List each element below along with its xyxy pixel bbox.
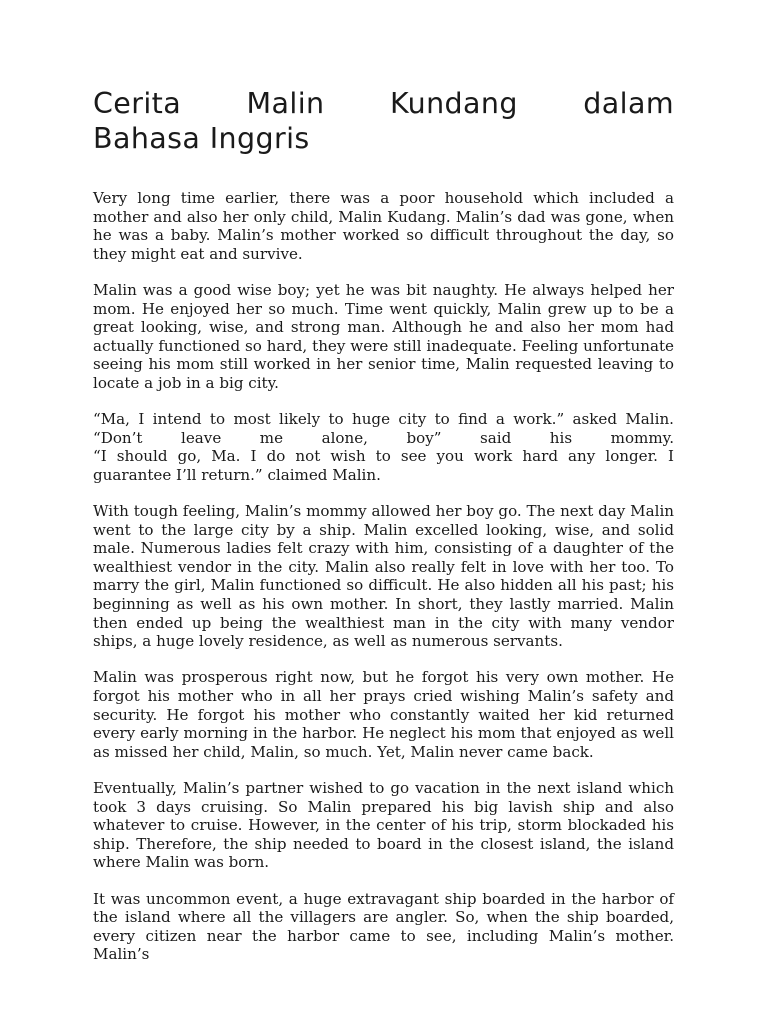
- paragraph-4: With tough feeling, Malin’s mommy allowed her boy go. The next day Malin went to the large city by a ship. Malin excelled looking, wise, and solid male. Numerous ladies felt crazy with him, consisting of a daughter of the wealthiest vendor in the city. Malin also really felt in love with her too. To marry the girl, Malin functioned so difficult. He also hidden all his past; his beginning as well as his own mother. In short, they lastly married. Malin then ended up being the wealthiest man in the city with many vendor ships, a huge lovely residence, as well as numerous servants.: [93, 502, 674, 651]
- paragraph-6: Eventually, Malin’s partner wished to go vacation in the next island which took 3 days cruising. So Malin prepared his big lavish ship and also whatever to cruise. However, in the center of his trip, storm blockaded his ship. Therefore, the ship needed to board in the closest island, the island where Malin was born.: [93, 779, 674, 872]
- document-title-line-2: Bahasa Inggris: [93, 122, 310, 155]
- paragraph-1: Very long time earlier, there was a poor household which included a mother and also her only child, Malin Kudang. Malin’s dad was gone, when he was a baby. Malin’s mother worked so difficult throughout the day, so they might eat and survive.: [93, 189, 674, 263]
- dialogue-paragraph: [93, 410, 674, 484]
- dialogue-line-3: “I should go, Ma. I do not wish to see you work hard any longer. I guarantee I’ll return.” claimed Malin.: [93, 447, 674, 484]
- paragraph-7: It was uncommon event, a huge extravagant ship boarded in the harbor of the island where all the villagers are angler. So, when the ship boarded, every citizen near the harbor came to see, including Malin’s mother. Malin’s: [93, 889, 674, 964]
- document-title: [93, 86, 674, 156]
- paragraph-2: Malin was a good wise boy; yet he was bit naughty. He always helped her mom. He enjoyed her so much. Time went quickly, Malin grew up to be a great looking, wise, and strong man. Although he and also her mom had actually functioned so hard, they were still inadequate. Feeling unfortunate seeing his mom still worked in her senior time, Malin requested leaving to locate a job in a big city.: [93, 280, 674, 392]
- dialogue-line-2: “Don’t leave me alone, boy” said his mommy.: [93, 428, 674, 447]
- document-title-line-1: Cerita Malin Kundang dalam: [93, 87, 674, 120]
- document-page: [93, 86, 674, 982]
- paragraph-5: Malin was prosperous right now, but he forgot his very own mother. He forgot his mother who in all her prays cried wishing Malin’s safety and security. He forgot his mother who constantly waited her kid returned every early morning in the harbor. He neglect his mom that enjoyed as well as missed her child, Malin, so much. Yet, Malin never came back.: [93, 668, 674, 761]
- dialogue-line-1: “Ma, I intend to most likely to huge city to find a work.” asked Malin.: [93, 410, 674, 429]
